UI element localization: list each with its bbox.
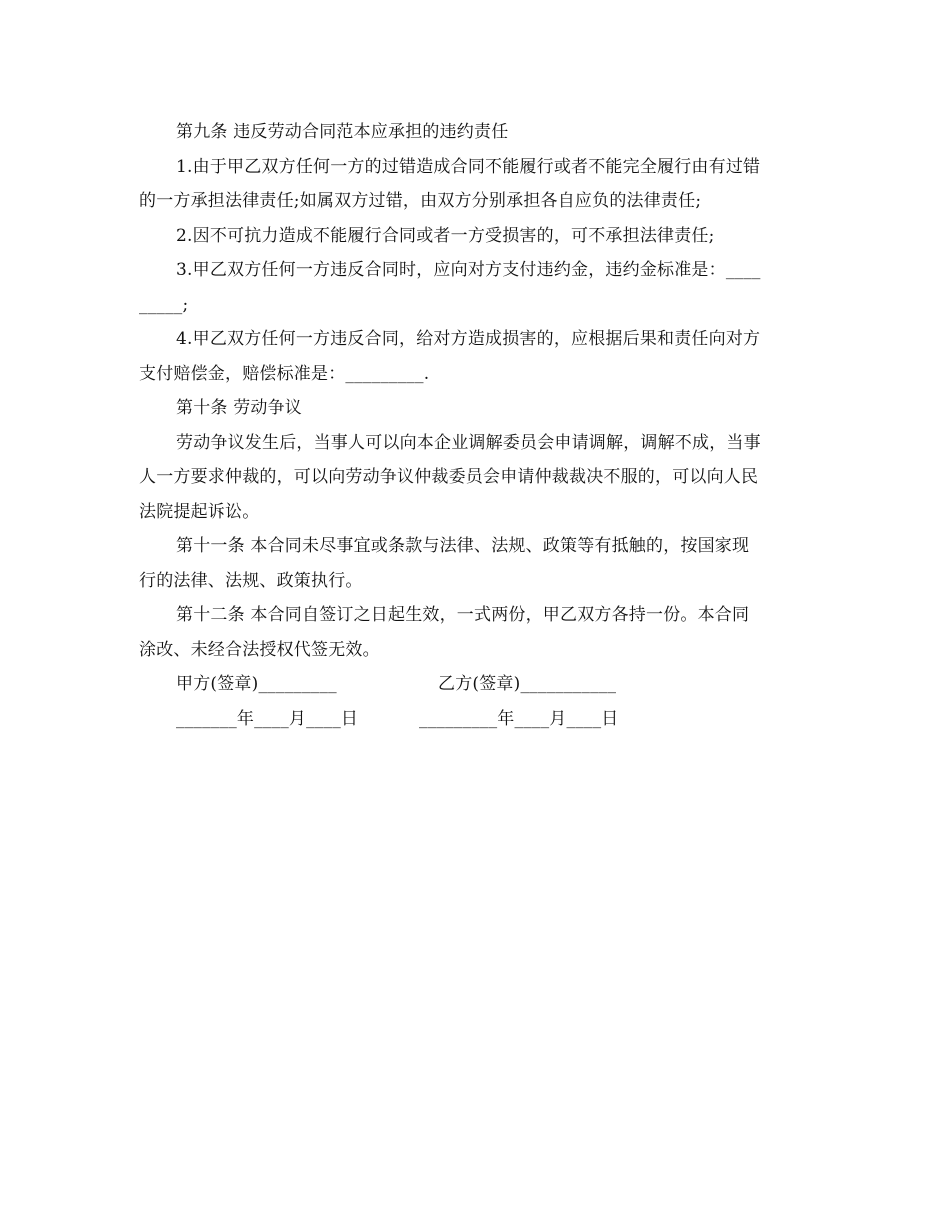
- article-11-line-2: 行的法律、法规、政策执行。: [139, 570, 363, 591]
- article-10-body-line-1: 劳动争议发生后，当事人可以向本企业调解委员会申请调解，调解不成，当事: [176, 432, 761, 453]
- article-9-heading: 第九条 违反劳动合同范本应承担的违约责任: [176, 122, 509, 142]
- party-b-date: _________年____月____日: [419, 708, 619, 729]
- article-9-clause-4-line-1: 4.甲乙双方任何一方违反合同，给对方造成损害的，应根据后果和责任向对方: [176, 329, 761, 349]
- party-a-signature: 甲方(签章)_________: [176, 674, 337, 694]
- article-10-heading: 第十条 劳动争议: [176, 398, 303, 418]
- article-10-body-line-3: 法院提起诉讼。: [139, 501, 260, 522]
- article-9-clause-4-line-2: 支付赔偿金，赔偿标准是：_________.: [139, 363, 430, 384]
- article-10-body-line-2: 人一方要求仲裁的，可以向劳动争议仲裁委员会申请仲裁裁决不服的，可以向人民: [139, 467, 759, 487]
- article-9-clause-2: 2.因不可抗力造成不能履行合同或者一方受损害的，可不承担法律责任;: [176, 225, 715, 246]
- article-11-line-1: 第十一条 本合同未尽事宜或条款与法律、法规、政策等有抵触的，按国家现: [176, 536, 750, 556]
- article-9-clause-1-line-2: 的一方承担法律责任;如属双方过错，由双方分别承担各自应负的法律责任;: [139, 191, 702, 211]
- article-9-clause-3-line-2: _____;: [139, 294, 189, 315]
- party-b-signature: 乙方(签章)___________: [438, 674, 617, 694]
- signature-row: [139, 667, 812, 702]
- date-row: [139, 702, 812, 737]
- article-12-line-2: 涂改、未经合法授权代签无效。: [139, 639, 380, 660]
- article-9-clause-1-line-1: 1.由于甲乙双方任何一方的过错造成合同不能履行或者不能完全履行由有过错: [176, 156, 761, 177]
- article-9-clause-3-line-1: 3.甲乙双方任何一方违反合同时，应向对方支付违约金，违约金标准是：____: [176, 260, 761, 280]
- article-12-line-1: 第十二条 本合同自签订之日起生效，一式两份，甲乙双方各持一份。本合同: [176, 605, 750, 625]
- party-a-date: _______年____月____日: [176, 708, 359, 729]
